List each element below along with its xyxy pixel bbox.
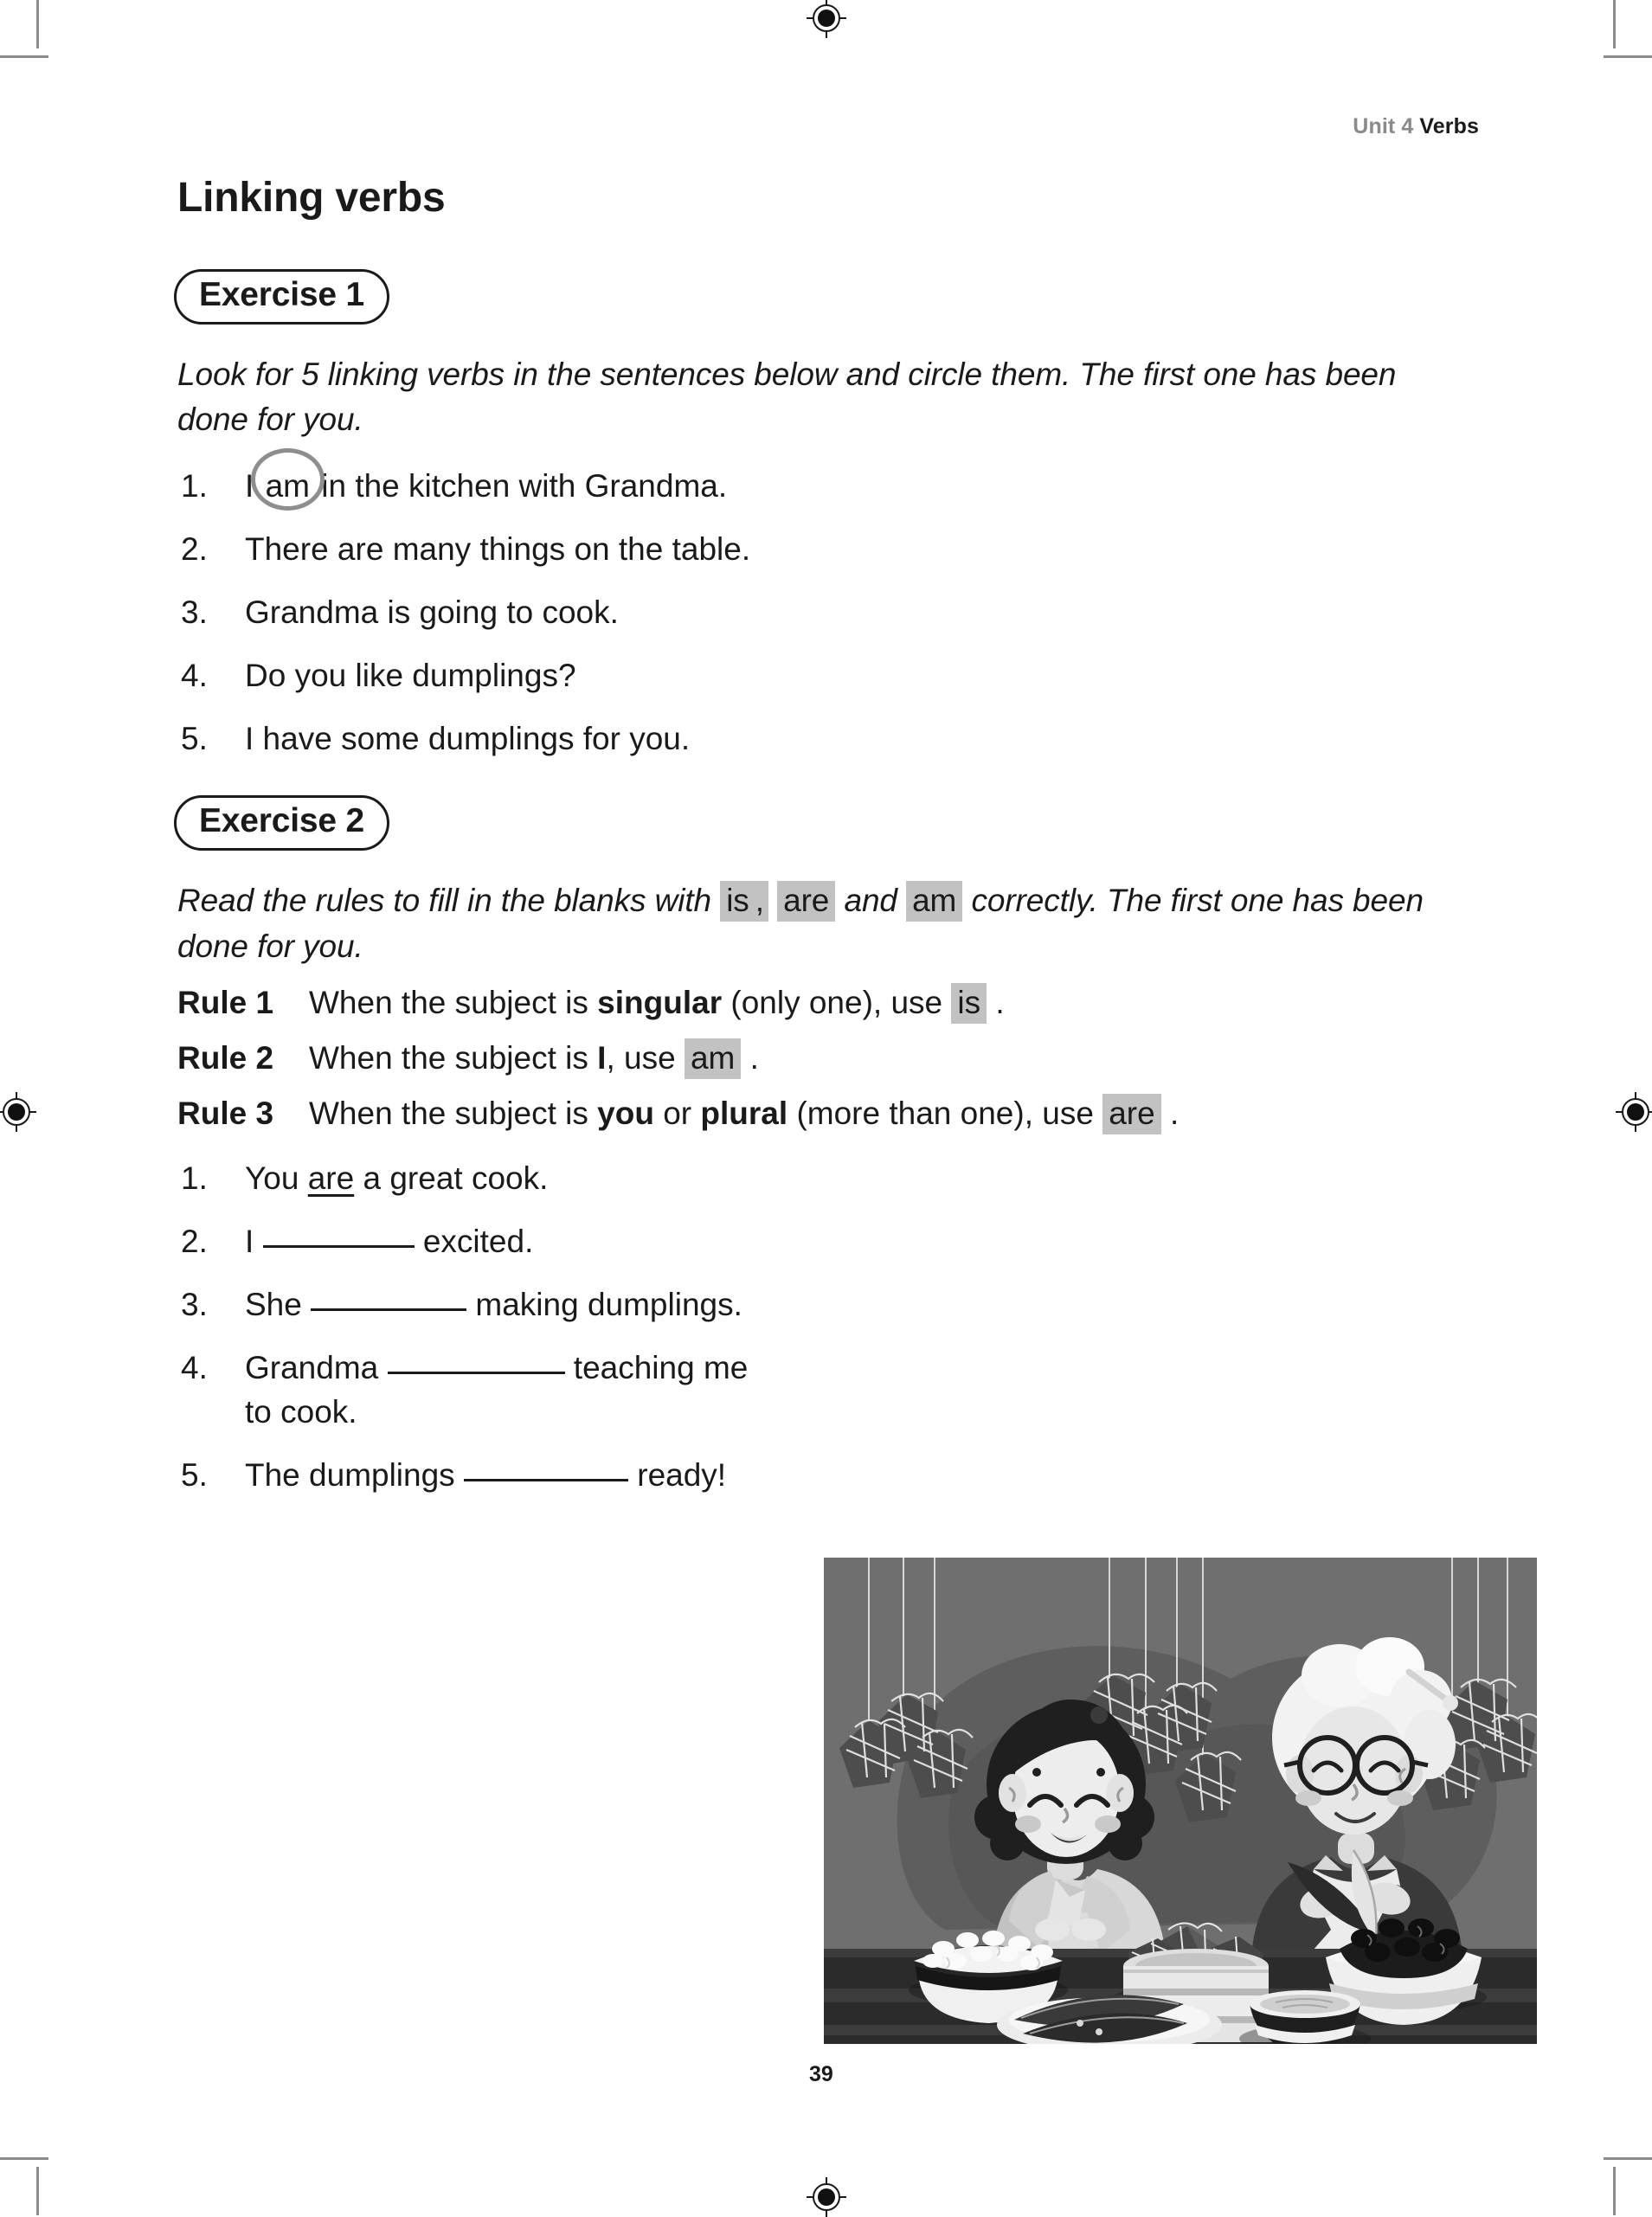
illustration-svg: [824, 1558, 1537, 2044]
list-item: [177, 1453, 783, 1497]
highlight-word-is: is: [951, 983, 987, 1024]
illustration-dumpling-making: [824, 1558, 1537, 2044]
rule-text: [309, 981, 1475, 1025]
list-item-number: 3.: [181, 594, 208, 631]
sentence-text: Do you like dumplings?: [245, 658, 576, 694]
highlight-word-am: am: [685, 1038, 741, 1079]
sentence-text-pre: Grandma: [245, 1350, 388, 1386]
sentence-text-post: in the kitchen with Grandma.: [312, 468, 728, 504]
list-item-number: 5.: [181, 721, 208, 757]
sentence-text-post: a great cook.: [354, 1160, 549, 1197]
rule-segment: (only one), use: [722, 985, 952, 1021]
list-item: [177, 1346, 783, 1434]
rule-segment: When the subject is: [309, 1096, 598, 1132]
rule-bold-term: I: [597, 1040, 607, 1076]
list-item: [177, 717, 1475, 761]
answer-blank[interactable]: [464, 1479, 628, 1481]
rule-row: [177, 981, 1475, 1025]
list-item: [177, 1282, 783, 1327]
rule-segment: , use: [606, 1040, 685, 1076]
list-item: [177, 653, 1475, 697]
list-item-number: 1.: [181, 1160, 208, 1197]
list-item: [177, 590, 1475, 634]
rule-label: Rule 1: [177, 985, 274, 1021]
list-item-number: 1.: [181, 468, 208, 504]
rule-segment: .: [741, 1040, 759, 1076]
list-item-number: 2.: [181, 531, 208, 568]
instruction-comma: ,: [755, 881, 768, 922]
rule-bold-term: plural: [700, 1096, 788, 1132]
exercise-2-badge: Exercise 2: [174, 795, 389, 851]
page-content: [177, 177, 1475, 1516]
rules-block: [177, 981, 1475, 1135]
running-head-section: Verbs: [1419, 114, 1479, 138]
instruction-text-part1: Read the rules to fill in the blanks with: [177, 883, 721, 919]
list-item: [177, 1219, 783, 1263]
list-item-number: 4.: [181, 1350, 208, 1386]
rule-segment: .: [987, 985, 1005, 1021]
list-item-number: 3.: [181, 1287, 208, 1323]
highlight-word-are: are: [777, 881, 835, 922]
list-item-number: 2.: [181, 1224, 208, 1260]
rule-segment: When the subject is: [309, 1040, 598, 1076]
list-item: [177, 527, 1475, 571]
exercise-1-section: [177, 269, 1475, 761]
rule-label: Rule 3: [177, 1096, 274, 1132]
answer-blank[interactable]: [388, 1372, 565, 1374]
sentence-text: I have some dumplings for you.: [245, 721, 691, 757]
sentence-text-post: teaching me to cook.: [245, 1350, 749, 1430]
sentence-text-pre: I: [245, 1224, 263, 1260]
sentence-text: There are many things on the table.: [245, 531, 751, 568]
sentence-text-pre: The dumplings: [245, 1457, 464, 1494]
sentence-text-pre: I: [245, 468, 263, 504]
highlight-word-is: is: [720, 881, 755, 922]
rule-segment: or: [653, 1096, 701, 1132]
running-head: [1353, 114, 1479, 139]
exercise-1-instruction: Look for 5 linking verbs in the sentences below and circle them. The first one has been done for you.: [177, 356, 1397, 438]
instruction-text-part2: correctly. The first one has been done for you.: [177, 883, 1424, 964]
rule-label: Rule 2: [177, 1040, 274, 1076]
page-title: Linking verbs: [177, 175, 446, 221]
list-item-number: 5.: [181, 1457, 208, 1494]
list-item: [177, 1156, 783, 1200]
sentence-text-post: ready!: [627, 1457, 727, 1494]
list-item: [177, 464, 1475, 508]
sentence-text-pre: You: [245, 1160, 308, 1197]
sentence-text-pre: She: [245, 1287, 312, 1323]
answer-blank[interactable]: [311, 1308, 466, 1311]
running-head-unit: Unit 4: [1353, 114, 1414, 138]
highlight-word-am: am: [906, 881, 962, 922]
circled-verb-text: am: [265, 468, 310, 504]
page-number: 39: [809, 2062, 833, 2086]
filled-answer: are: [307, 1160, 355, 1197]
rule-text: [309, 1037, 1475, 1080]
exercise-2-section: [177, 795, 1475, 1497]
exercise-2-list: [177, 1156, 783, 1497]
rule-segment: .: [1160, 1096, 1180, 1132]
sentence-text-post: making dumplings.: [466, 1287, 742, 1323]
rule-bold-term: you: [597, 1096, 654, 1132]
exercise-1-badge: Exercise 1: [174, 269, 389, 325]
circled-verb: [263, 464, 312, 508]
rule-text: [309, 1092, 1475, 1135]
answer-blank[interactable]: [263, 1245, 415, 1248]
rule-row: [177, 1037, 1475, 1080]
exercise-2-instruction: [177, 878, 1475, 969]
rule-row: [177, 1092, 1475, 1135]
instruction-text-and: and: [835, 883, 907, 919]
exercise-1-list: [177, 464, 1475, 761]
sentence-text-post: excited.: [414, 1224, 534, 1260]
sentence-text: Grandma is going to cook.: [245, 594, 619, 631]
rule-bold-term: singular: [597, 985, 723, 1021]
highlight-word-are: are: [1102, 1094, 1160, 1134]
rule-segment: (more than one), use: [787, 1096, 1103, 1132]
rule-segment: When the subject is: [309, 985, 598, 1021]
list-item-number: 4.: [181, 658, 208, 694]
